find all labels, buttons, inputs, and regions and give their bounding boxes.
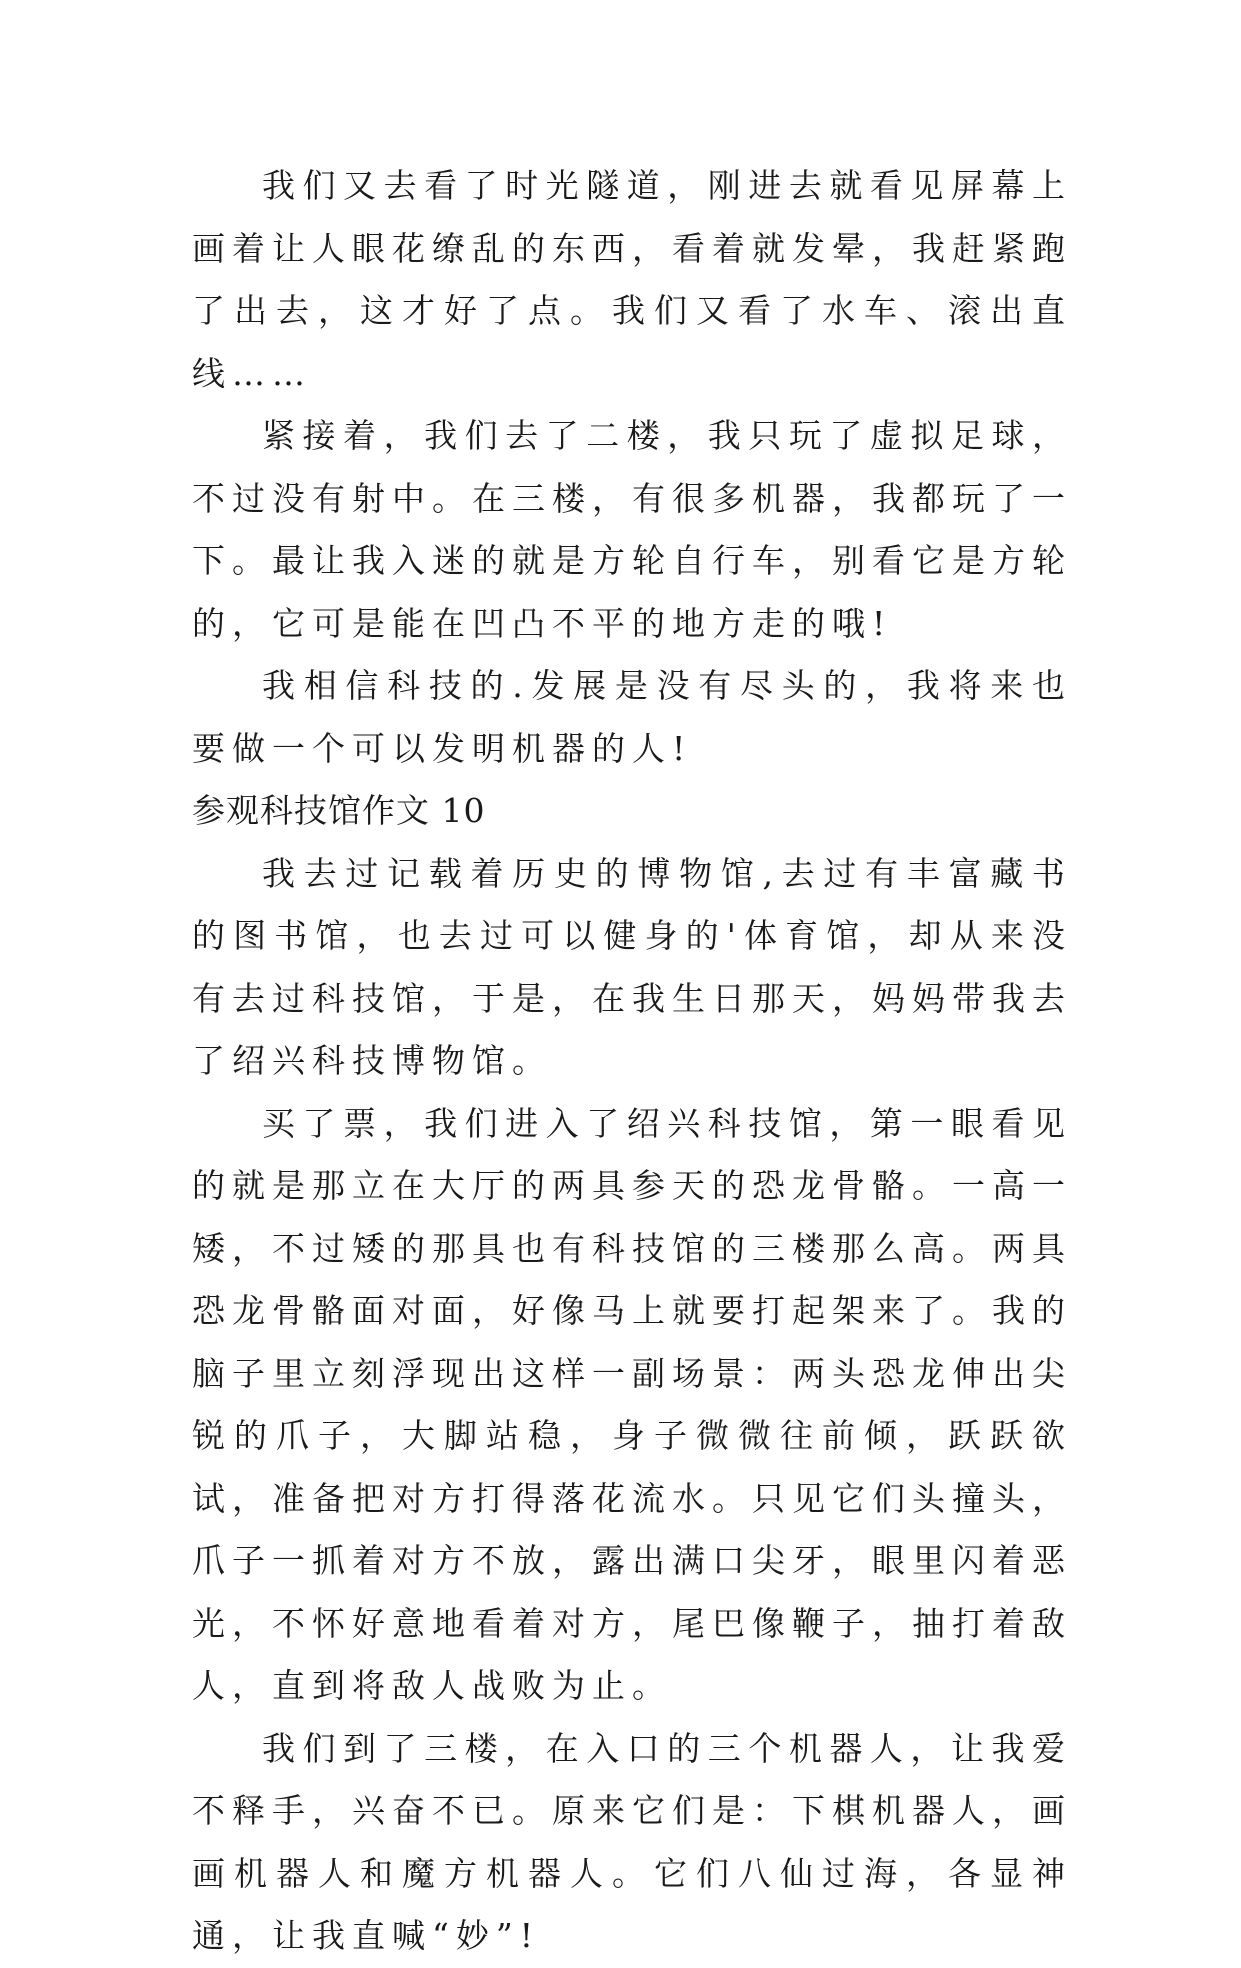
paragraph-intro: 我去过记载着历史的博物馆,去过有丰富藏书的图书馆，也去过可以健身的'体育馆，却从来没有去过科技馆，于是，在我生日那天，妈妈带我去了绍兴科技博物馆。 [192, 853, 1072, 1080]
paragraph-robots: 我们到了三楼，在入口的三个机器人，让我爱不释手，兴奋不已。原来它们是：下棋机器人，画画机器人和魔方机器人。它们八仙过海，各显神通，让我直喊“妙”! [192, 1728, 1072, 1955]
paragraph-time-tunnel: 我们又去看了时光隧道，刚进去就看见屏幕上画着让人眼花缭乱的东西，看着就发晕，我赶紧跑了出去，这才好了点。我们又看了水车、滚出直线…… [192, 166, 1072, 393]
paragraph-second-floor: 紧接着，我们去了二楼，我只玩了虚拟足球，不过没有射中。在三楼，有很多机器，我都玩了一下。最让我入迷的就是方轮自行车，别看它是方轮的，它可是能在凹凸不平的地方走的哦! [192, 416, 1072, 643]
section-title: 参观科技馆作文 10 [192, 791, 486, 830]
paragraph-dinosaurs: 买了票，我们进入了绍兴科技馆，第一眼看见的就是那立在大厅的两具参天的恐龙骨骼。一高一矮，不过矮的那具也有科技馆的三楼那么高。两具恐龙骨骼面对面，好像马上就要打起架来了。我的脑子里立刻浮现出这样一副场景：两头恐龙伸出尖锐的爪子，大脚站稳，身子微微往前倾，跃跃欲试，准备把对方打得落花流水。只见它们头撞头，爪子一抓着对方不放，露出满口尖牙，眼里闪着恶光，不怀好意地看着对方，尾巴像鞭子，抽打着敌人，直到将敌人战败为止。 [192, 1103, 1072, 1705]
document-body [192, 155, 1072, 1968]
paragraph-conclusion: 我相信科技的.发展是没有尽头的，我将来也要做一个可以发明机器的人! [192, 666, 1072, 768]
